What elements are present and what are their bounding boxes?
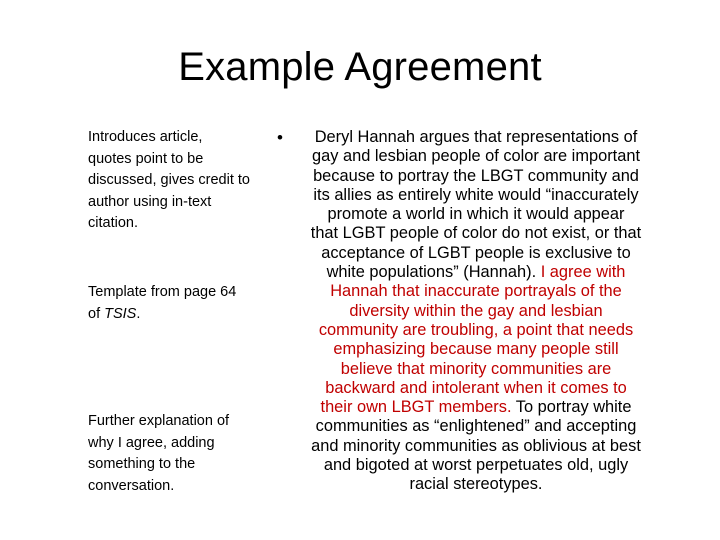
note-line: Further explanation of bbox=[88, 413, 230, 429]
note-line: Template from page 64 bbox=[88, 284, 237, 300]
paragraph-line: and minority communities as oblivious at best bbox=[311, 436, 641, 455]
paragraph-line: backward and intolerant when it comes to bbox=[325, 378, 627, 397]
paragraph-line: diversity within the gay and lesbian bbox=[349, 301, 603, 320]
note-line: quotes point to be bbox=[88, 150, 204, 167]
paragraph-line: because to portray the LBGT community and bbox=[313, 166, 639, 185]
margin-note-explanation bbox=[88, 411, 278, 497]
paragraph-line: and bigoted at worst perpetuates old, ugly bbox=[323, 456, 629, 475]
paragraph-line: acceptance of LGBT people is exclusive to bbox=[321, 243, 631, 262]
paragraph-line bbox=[296, 398, 656, 417]
note-line: why I agree, adding bbox=[88, 434, 215, 451]
paragraph-line: communities as “enlightened” and accepting bbox=[315, 417, 637, 436]
margin-note-template bbox=[88, 282, 278, 325]
note-line: discussed, gives credit to bbox=[88, 172, 250, 188]
note-line: citation. bbox=[88, 215, 138, 231]
paragraph-line: emphasizing because many people still bbox=[333, 340, 619, 359]
agreement-start: I agree with bbox=[540, 263, 626, 282]
paragraph-line: believe that minority communities are bbox=[340, 359, 612, 378]
paragraph-line: gay and lesbian people of color are important bbox=[311, 147, 641, 166]
margin-note-introduction bbox=[88, 127, 278, 235]
note-line: author using in-text bbox=[88, 193, 212, 210]
bullet-icon: • bbox=[277, 128, 283, 147]
paragraph-line: promote a world in which it would appear bbox=[327, 205, 625, 224]
note-line: something to the bbox=[88, 456, 196, 472]
note-line: conversation. bbox=[88, 477, 175, 494]
slide-title: Example Agreement bbox=[178, 45, 542, 89]
explanation-start: To portray white bbox=[515, 398, 632, 417]
note-line: Introduces article, bbox=[88, 129, 203, 145]
paragraph-line bbox=[296, 263, 656, 282]
paragraph-line: that LGBT people of color do not exist, or that bbox=[310, 224, 642, 243]
paragraph-line: Deryl Hannah argues that representations of bbox=[314, 128, 638, 146]
paragraph-line: its allies as entirely white would “inaccurately bbox=[313, 185, 639, 204]
book-title: TSIS bbox=[104, 305, 137, 322]
paragraph-line: racial stereotypes. bbox=[409, 475, 543, 494]
example-paragraph bbox=[296, 128, 656, 495]
agreement-end: their own LBGT members. bbox=[320, 398, 516, 417]
note-line-prefix: of bbox=[88, 305, 105, 322]
paragraph-line: community are troubling, a point that needs bbox=[318, 320, 634, 339]
note-line-suffix: . bbox=[136, 305, 141, 322]
paragraph-line: Hannah that inaccurate portrayals of the bbox=[330, 282, 622, 301]
citation-text: white populations” (Hannah). bbox=[326, 263, 541, 282]
